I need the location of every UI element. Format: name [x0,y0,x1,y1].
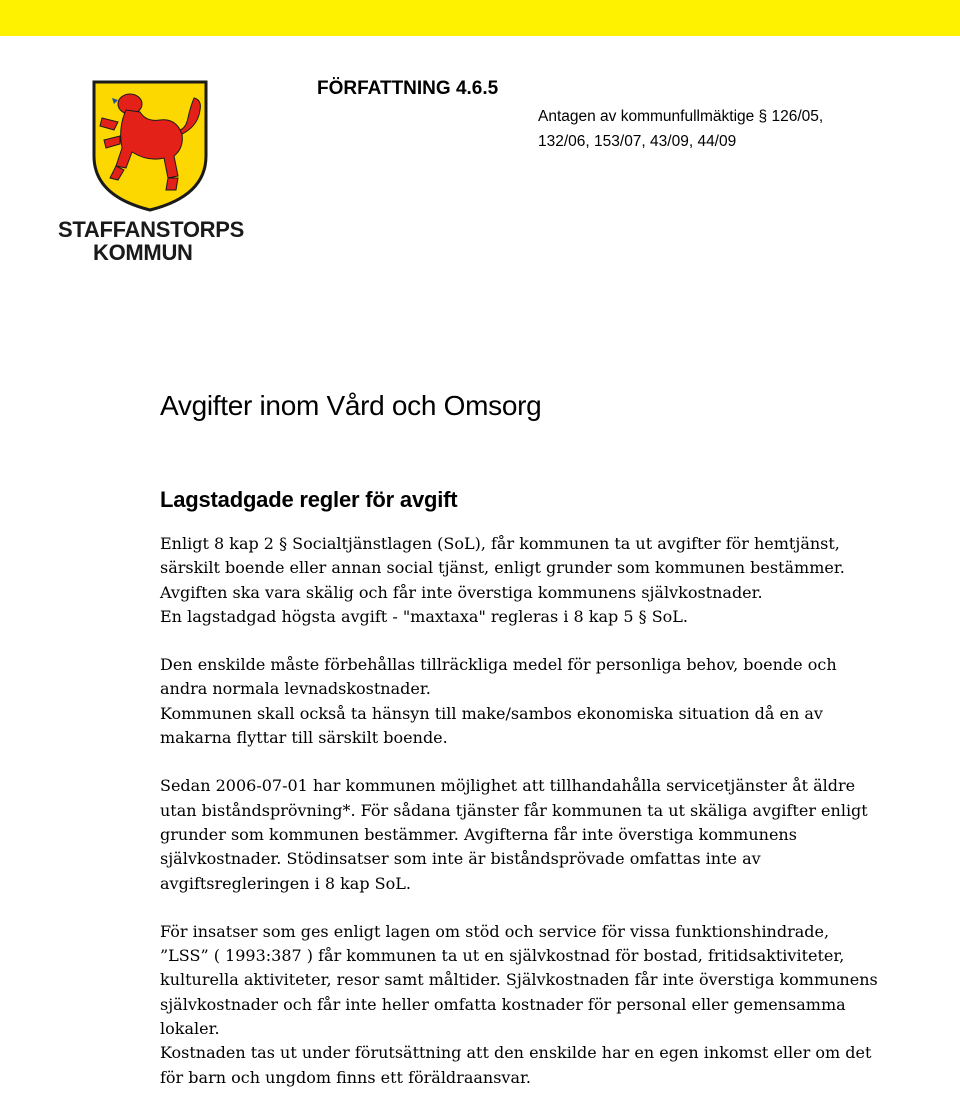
document-number: FÖRFATTNING 4.6.5 [317,78,499,99]
document-body [160,532,880,1090]
paragraph: Enligt 8 kap 2 § Socialtjänstlagen (SoL), får kommunen ta ut avgifter för hemtjänst, särskilt boende eller annan social tjänst, enligt grunder som kommunen bestämmer. [160,534,845,578]
paragraph: Avgiften ska vara skälig och får inte överstiga kommunens självkostnader. [160,582,763,602]
paragraph: Kommunen skall också ta hänsyn till make/sambos ekonomiska situation då en av makarna flyttar till särskilt boende. [160,703,823,748]
page-title: Avgifter inom Vård och Omsorg [160,390,542,421]
section-heading: Lagstadgade regler för avgift [160,487,458,512]
paragraph: En lagstadgad högsta avgift - "maxtaxa" regleras i 8 kap 5 § SoL. [160,606,688,626]
paragraph: För insatser som ges enligt lagen om stöd och service för vissa funktionshindrade, ”LSS” ( 1993:387 ) får kommunen ta ut en självkostnad för bostad, fritidsaktiviteter, kulturella aktiviteter, resor samt måltider. Självkostnaden får inte överstiga kommunens självkostnader och får inte heller omfatta kostnader för personal eller gemensamma lokaler. [160,921,878,1039]
adoption-note-line1: Antagen av kommunfullmäktige § 126/05, [538,108,824,125]
paragraph: Kostnaden tas ut under förutsättning att den enskilde har en egen inkomst eller om det för barn och ungdom finns ett föräldraansvar. [160,1043,872,1087]
top-color-bar [0,0,960,36]
adoption-note-line2: 132/06, 153/07, 43/09, 44/09 [538,133,737,150]
paragraph: Sedan 2006-07-01 har kommunen möjlighet att tillhandahålla servicetjänster åt äldre utan biståndsprövning*. För sådana tjänster får kommunen ta ut skäliga avgifter enligt grunder som kommunen bestämmer. Avgifterna får inte överstiga kommunens självkostnader. Stödinsatser som inte är biståndsprövade omfattas inte av avgiftsregleringen i 8 kap SoL. [160,776,868,893]
paragraph: Den enskilde måste förbehållas tillräckliga medel för personliga behov, boende och andra normala levnadskostnader. [160,655,837,699]
adoption-note [538,104,838,154]
municipality-name [58,218,248,264]
municipality-name-line1: STAFFANSTORPS [58,217,244,242]
municipality-name-line2: KOMMUN [93,240,193,265]
